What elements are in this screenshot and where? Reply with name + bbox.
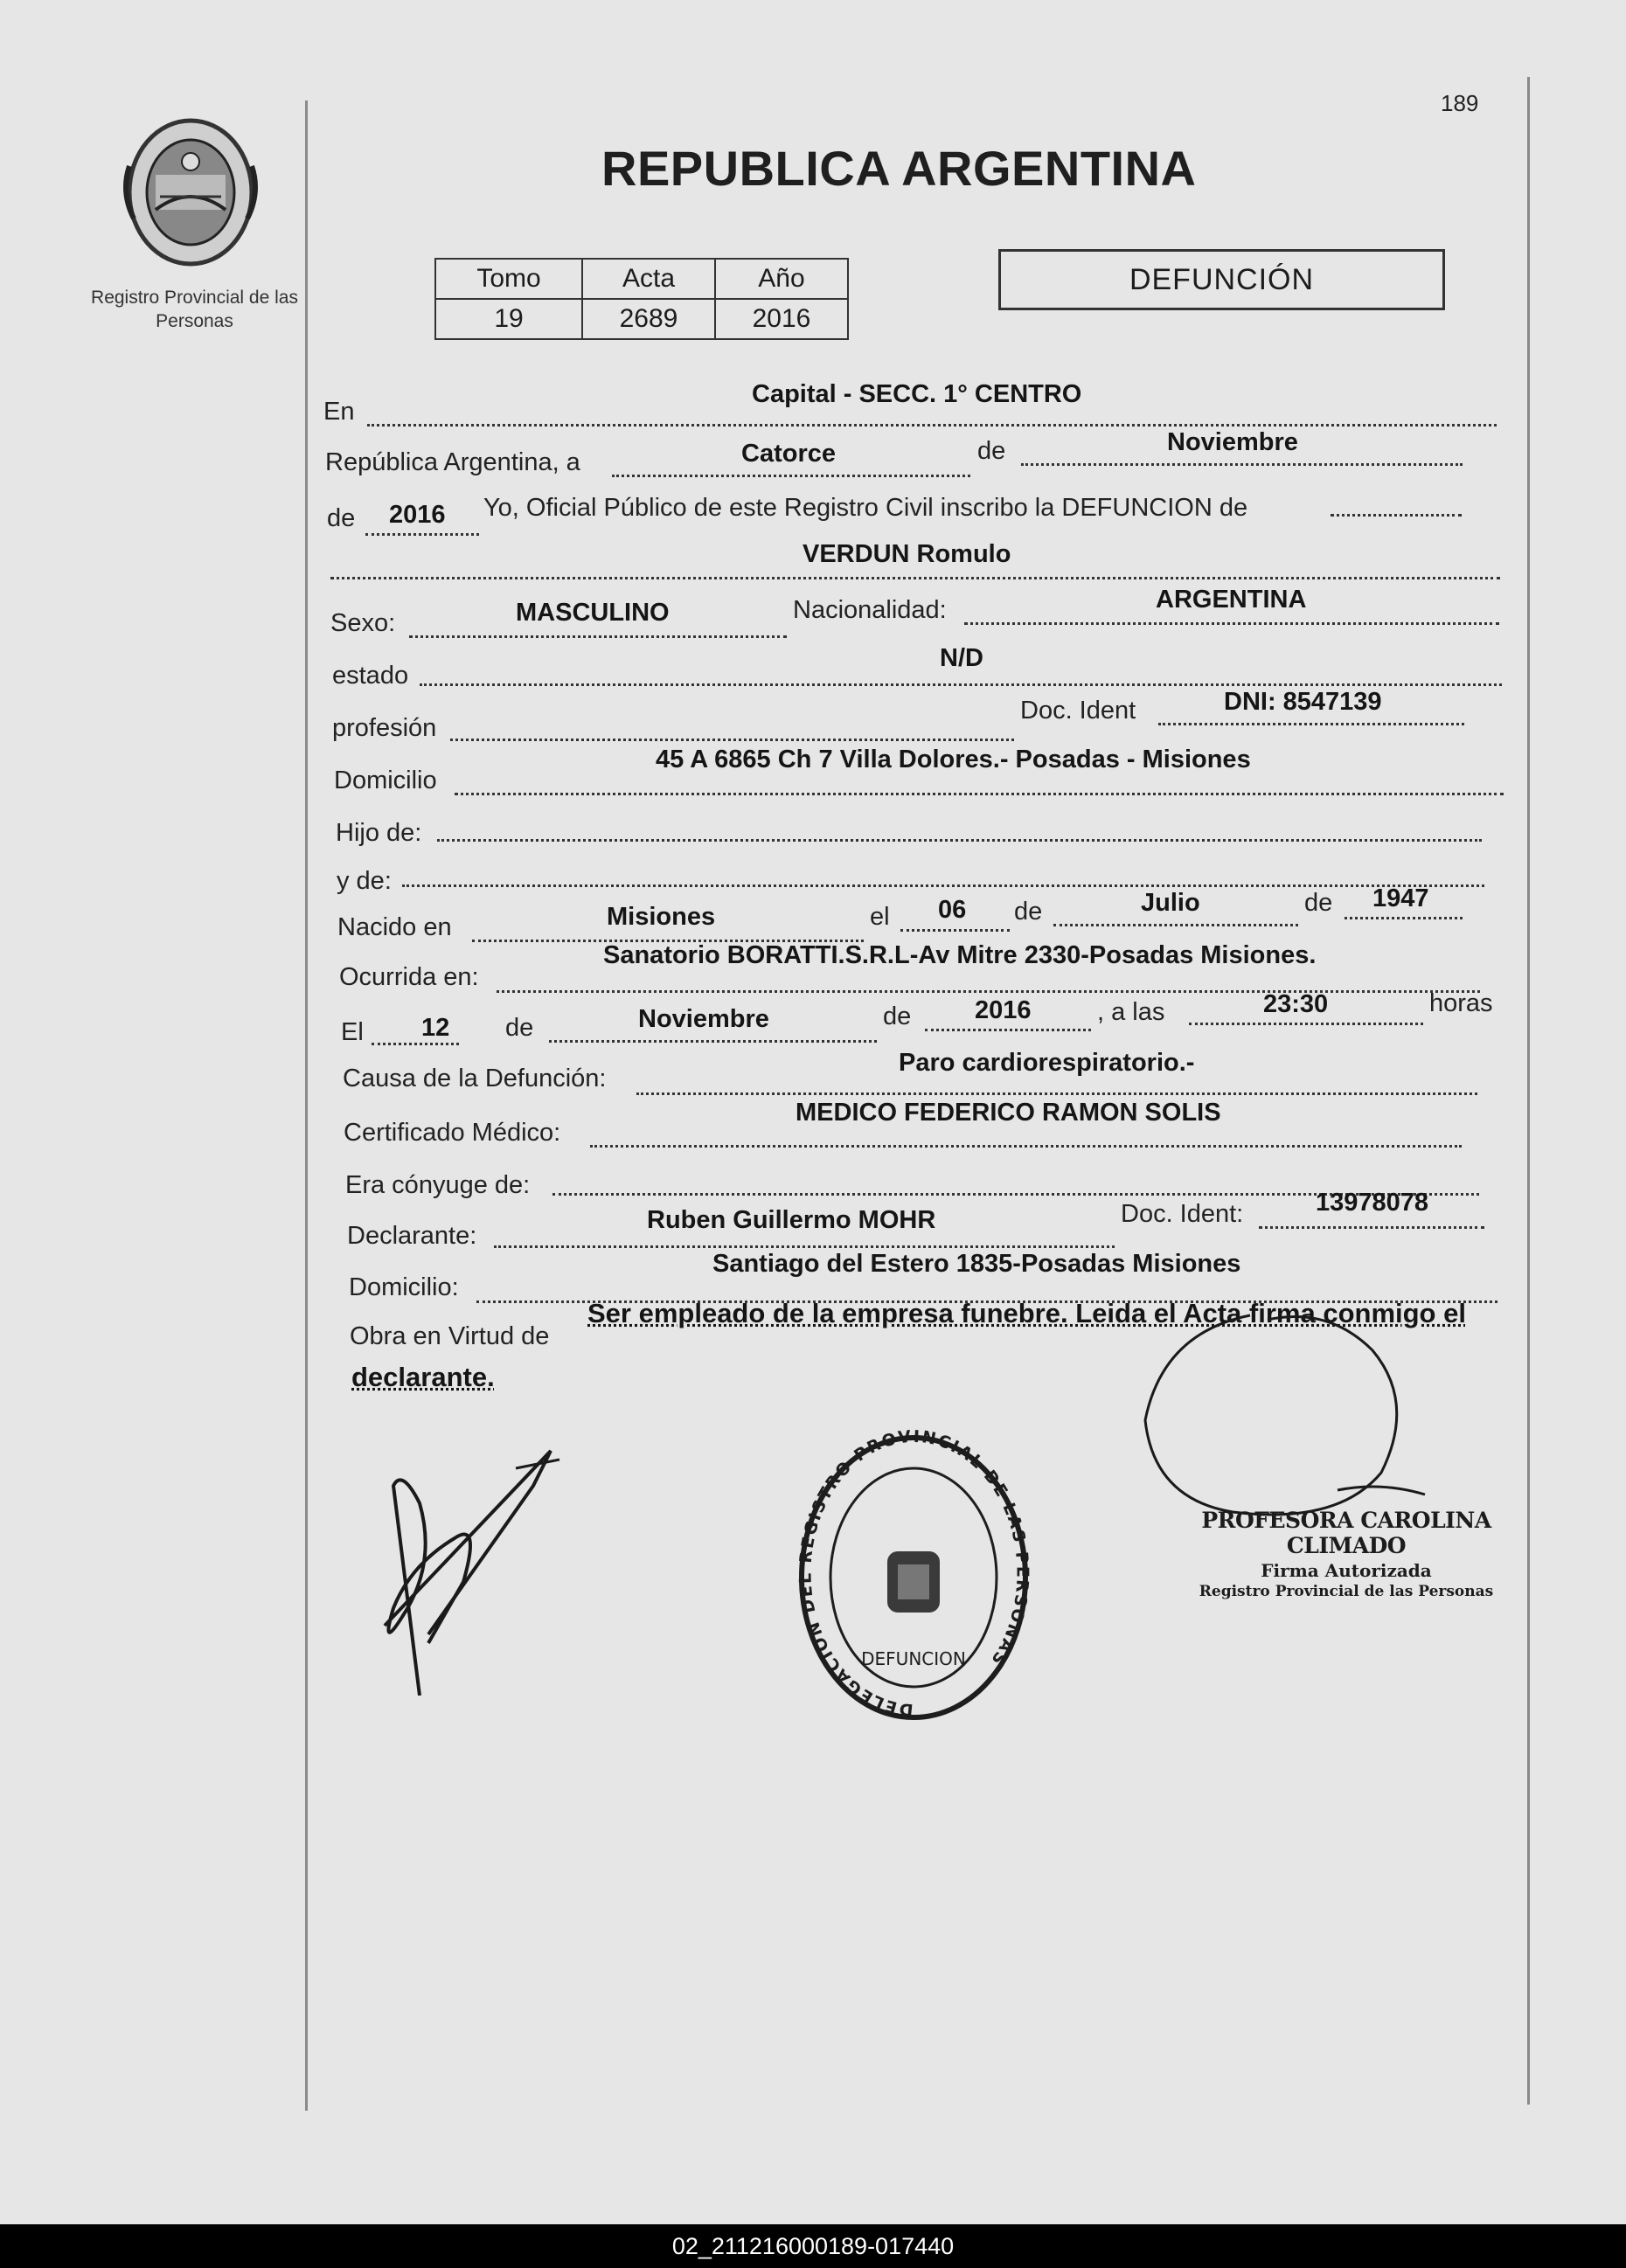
month-value: Noviembre [1167,428,1298,456]
nacido-value: Misiones [607,903,716,931]
stamp-ring-text: DELEGACION DEL REGISTRO PROVINCIAL DE LAS PERSONAS [796,1426,1032,1720]
act-type-box: DEFUNCIÓN [998,249,1445,310]
nacido-label: Nacido en [337,913,452,941]
domicilio-line [455,793,1504,795]
estado-value: N/D [940,644,983,672]
record-header-ano: Año [715,259,848,299]
province-seal-icon [121,114,261,271]
year-line [365,533,479,536]
domicilio2-value: Santiago del Estero 1835-Posadas Misiones [712,1250,1241,1278]
birth-de1: de [1014,898,1043,926]
margin-line-left [305,101,308,2111]
month-line [1021,463,1463,466]
republica-label: República Argentina, a [325,448,580,476]
obra-value: Ser empleado de la empresa funebre. Leida el Acta firma conmigo el [587,1298,1466,1328]
doc-ident2-value: 13978078 [1316,1189,1429,1217]
sexo-label: Sexo: [330,609,396,637]
yde-line [402,884,1484,887]
death-day-line [372,1043,459,1045]
day-value: Catorce [741,440,836,468]
page-title: REPUBLICA ARGENTINA [601,141,1197,196]
name-line [330,577,1500,579]
death-month-line [549,1040,877,1043]
birth-de2: de [1304,889,1333,917]
death-month: Noviembre [638,1005,769,1033]
doc-ident2-label: Doc. Ident: [1121,1200,1244,1228]
nacionalidad-label: Nacionalidad: [793,596,947,624]
doc-ident-label: Doc. Ident [1020,697,1136,725]
estado-label: estado [332,662,409,690]
domicilio-value: 45 A 6865 Ch 7 Villa Dolores.- Posadas - Misiones [656,746,1251,773]
causa-value: Paro cardiorespiratorio.- [899,1049,1195,1077]
doc-ident-value: DNI: 8547139 [1224,688,1382,716]
hijo-label: Hijo de: [336,819,422,847]
birth-month-line [1053,924,1298,926]
official-block [1180,1508,1512,1600]
deceased-name: VERDUN Romulo [803,540,1011,568]
year-prefix: de [327,504,356,532]
ocurrida-line [497,990,1480,993]
birth-year: 1947 [1372,884,1429,912]
estado-line [420,683,1502,686]
birth-day-line [900,929,1010,932]
birth-month: Julio [1141,889,1200,917]
record-value-ano: 2016 [715,299,848,339]
hijo-line [437,839,1482,842]
official-office: Registro Provincial de las Personas [1199,1583,1494,1600]
causa-label: Causa de la Defunción: [343,1065,607,1092]
sexo-value: MASCULINO [516,599,670,627]
record-table-header-row [435,259,848,299]
en-label: En [323,398,355,426]
yde-label: y de: [337,867,392,895]
record-header-tomo: Tomo [435,259,582,299]
sexo-line [409,635,787,638]
profesion-label: profesión [332,714,437,742]
official-role: Firma Autorizada [1261,1560,1432,1581]
death-year-line [925,1029,1091,1031]
year-value: 2016 [389,501,446,529]
death-de2: de [883,1002,912,1030]
ocurrida-value: Sanatorio BORATTI.S.R.L-Av Mitre 2330-Posadas Misiones. [603,941,1317,969]
death-time-line [1189,1023,1423,1025]
statement-text: Yo, Oficial Público de este Registro Civil inscribo la DEFUNCION de [483,494,1248,522]
conyuge-label: Era cónyuge de: [345,1171,531,1199]
document-id-bar [0,2224,1626,2268]
record-value-tomo: 19 [435,299,582,339]
horas-label: horas [1429,989,1493,1017]
birth-year-line [1345,917,1463,919]
nacionalidad-value: ARGENTINA [1156,586,1307,614]
domicilio-label: Domicilio [334,766,437,794]
doc-ident2-line [1259,1226,1484,1229]
el-label: el [870,903,890,931]
record-value-acta: 2689 [582,299,715,339]
de-label: de [977,437,1006,465]
page-number: 189 [1441,90,1479,116]
causa-line [636,1092,1477,1095]
certificado-label: Certificado Médico: [344,1119,561,1147]
obra-label: Obra en Virtud de [350,1322,550,1350]
record-header-acta: Acta [582,259,715,299]
declarante-value: Ruben Guillermo MOHR [647,1206,936,1234]
official-name: PROFESORA CAROLINA CLIMADO [1201,1508,1491,1558]
death-time: 23:30 [1263,990,1329,1018]
registry-name: Registro Provincial de las Personas [91,288,298,331]
stamp-inner-text: DEFUNCION [861,1648,966,1669]
official-signature [1136,1307,1434,1534]
nacionalidad-line [964,622,1499,625]
profesion-line [450,739,1014,741]
el2-label: El [341,1018,364,1046]
certificado-value: MEDICO FEDERICO RAMON SOLIS [796,1099,1221,1127]
delegation-stamp [791,1425,1036,1730]
day-line [612,475,970,477]
death-de1: de [505,1014,534,1042]
declarant-signature [376,1433,568,1696]
domicilio2-label: Domicilio: [349,1273,459,1301]
record-table-value-row [435,299,848,339]
death-year: 2016 [975,996,1032,1024]
declarante-label: Declarante: [347,1222,477,1250]
margin-line-right [1527,77,1530,2105]
birth-day: 06 [938,896,967,924]
en-value: Capital - SECC. 1° CENTRO [752,380,1082,408]
certificado-line [590,1145,1462,1148]
statement-line [1331,514,1462,517]
death-day: 12 [421,1014,450,1042]
document-id: 02_211216000189-017440 [671,2232,955,2259]
declarante-line [494,1245,1115,1248]
alas-label: , a las [1097,998,1165,1026]
record-table [434,258,849,340]
obra-value-2: declarante. [351,1362,495,1392]
doc-ident-line [1158,723,1464,725]
ocurrida-label: Ocurrida en: [339,963,479,991]
en-line [367,424,1497,427]
